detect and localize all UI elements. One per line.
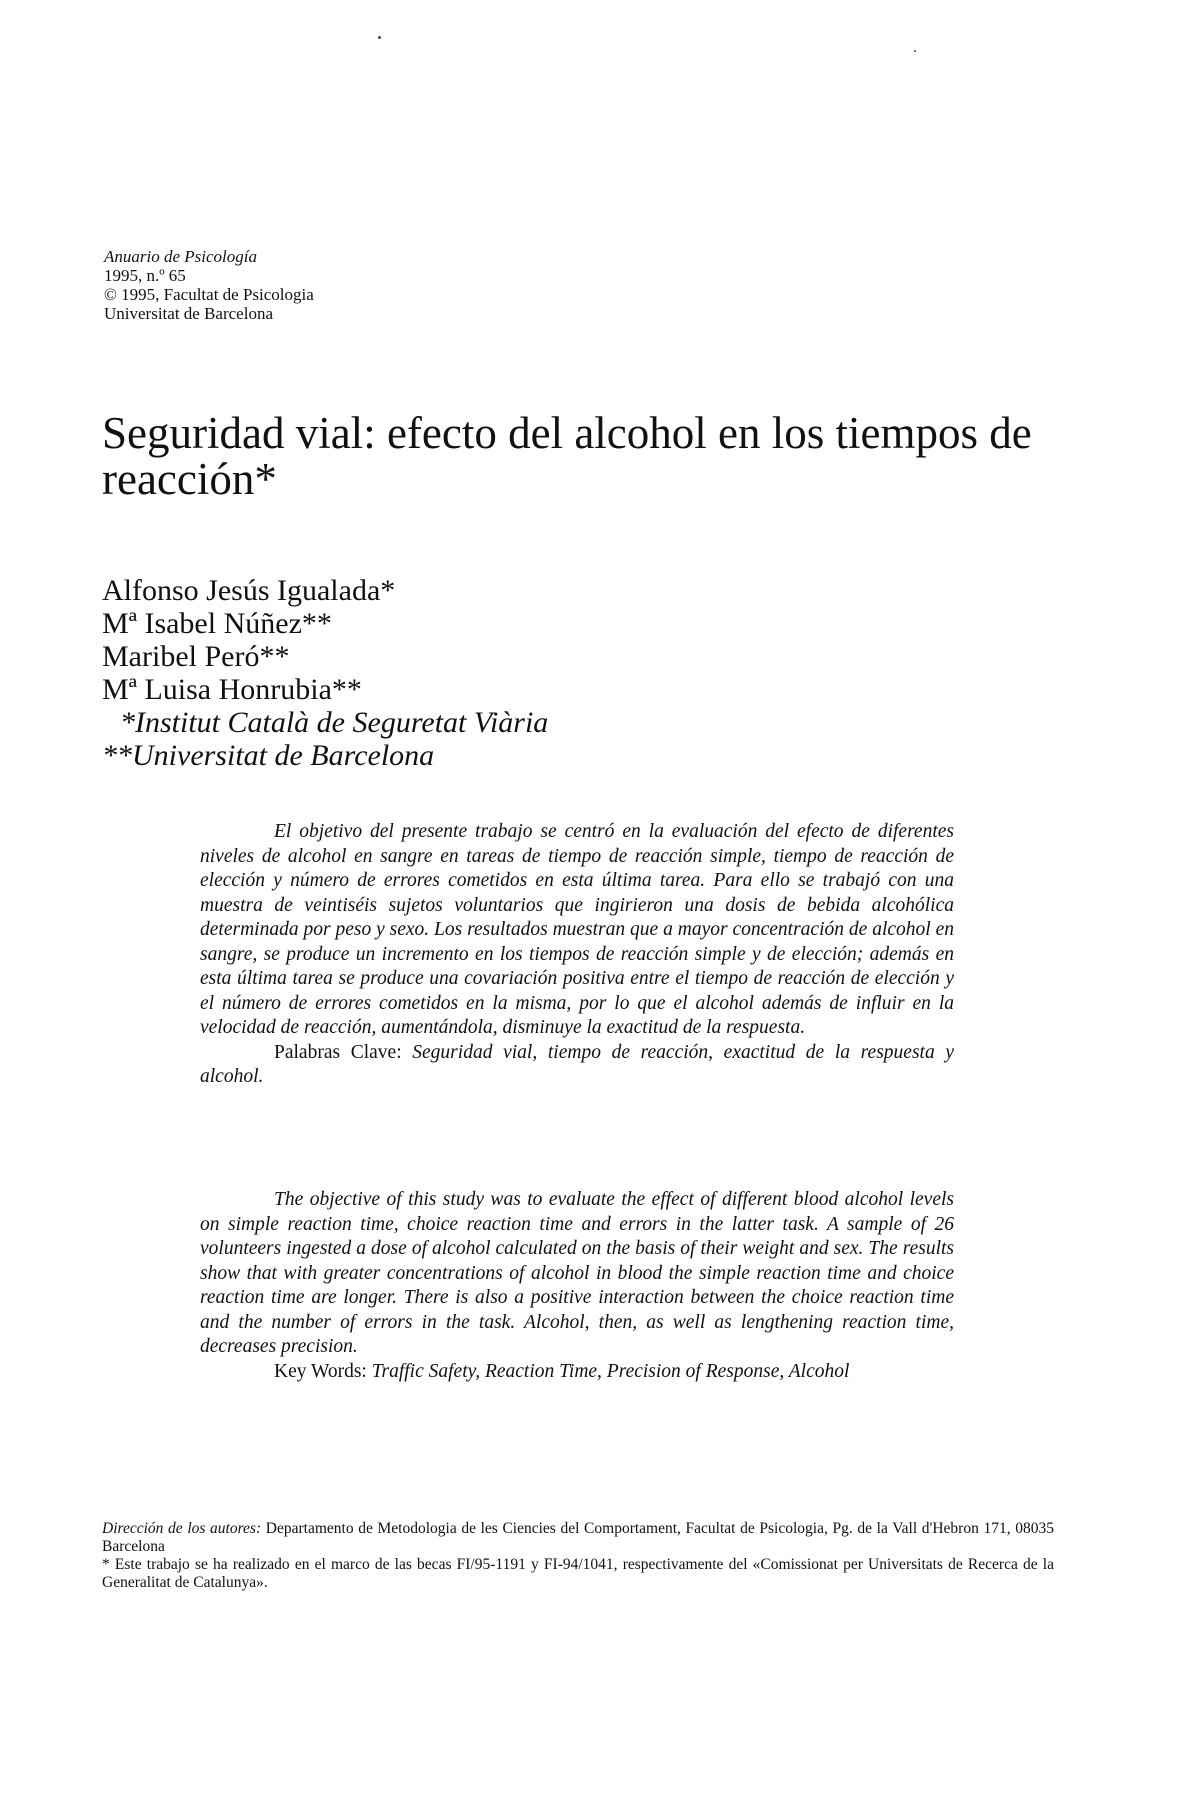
abstract-english-text: The objective of this study was to evaluate the effect of different blood alcohol levels on simple reaction time, choice reaction time and errors in the latter task. A sample of 26 volunteers ingested a dose of alcohol calculated on the basis of their weight and sex. The results show that with greater concentrations of alcohol in blood the simple reaction time and choice reaction time are longer. There is also a positive interaction between the choice reaction time and the number of errors in the task. Alcohol, then, as well as lengthening reaction time, decreases precision. bbox=[200, 1189, 954, 1357]
abstract-spanish-text: El objetivo del presente trabajo se centró en la evaluación del efecto de diferentes niveles de alcohol en sangre en tareas de tiempo de reacción simple, tiempo de reacción de elección y número de errores cometidos en esta última tarea. Para ello se trabajó con una muestra de veintiséis sujetos voluntarios que ingirieron una dosis de bebida alcohólica determinada por peso y sexo. Los resultados muestran que a mayor concentración de alcohol en sangre, se produce un incremento en los tiempos de reacción simple y de elección; además en esta última tarea se produce una covariación positiva entre el tiempo de reacción de elección y el número de errores cometidos en la misma, por lo que el alcohol además de influir en la velocidad de reacción, aumentándola, disminuye la exactitud de la respuesta. bbox=[200, 821, 954, 1038]
keywords-english bbox=[200, 1360, 954, 1385]
journal-name: Anuario de Psicología bbox=[104, 247, 257, 266]
keywords-label: Key Words: bbox=[274, 1360, 367, 1382]
keywords-text: Seguridad vial, tiempo de reacción, exactitud de la respuesta y alcohol. bbox=[200, 1041, 955, 1087]
journal-university: Universitat de Barcelona bbox=[104, 304, 273, 323]
keywords-spanish bbox=[200, 1041, 954, 1090]
address-text: Departamento de Metodologia de les Ciencies del Comportament, Facultat de Psicologia, Pg. de la Vall d'Hebron 171, 08035 Barcelona bbox=[102, 1520, 1054, 1555]
affiliation: **Universitat de Barcelona bbox=[102, 739, 435, 772]
author-name: Maribel Peró** bbox=[102, 640, 290, 673]
scan-speck bbox=[378, 36, 381, 39]
journal-issue: 1995, n.º 65 bbox=[104, 266, 186, 285]
address-label: Dirección de los autores: bbox=[102, 1520, 262, 1537]
author-name: Mª Luisa Honrubia** bbox=[102, 673, 362, 706]
abstract-spanish bbox=[200, 820, 954, 1090]
author-name: Mª Isabel Núñez** bbox=[102, 607, 332, 640]
scan-speck bbox=[914, 50, 916, 52]
abstract-english bbox=[200, 1188, 954, 1384]
author-name: Alfonso Jesús Igualada* bbox=[102, 574, 396, 607]
footnotes bbox=[102, 1520, 1054, 1592]
journal-header bbox=[104, 247, 314, 323]
author-address-note bbox=[102, 1520, 1054, 1556]
paper-title: Seguridad vial: efecto del alcohol en los tiempos de reacción* bbox=[102, 408, 1032, 504]
journal-copyright: © 1995, Facultat de Psicologia bbox=[104, 285, 314, 304]
funding-note: * Este trabajo se ha realizado en el marco de las becas FI/95-1191 y FI-94/1041, respectivamente del «Comissionat per Universitats de Recerca de la Generalitat de Catalunya». bbox=[102, 1556, 1054, 1591]
keywords-text: Traffic Safety, Reaction Time, Precision of Response, Alcohol bbox=[371, 1360, 850, 1382]
author-block bbox=[102, 574, 548, 772]
keywords-label: Palabras Clave: bbox=[274, 1041, 402, 1063]
affiliation: *Institut Català de Seguretat Viària bbox=[120, 706, 549, 739]
